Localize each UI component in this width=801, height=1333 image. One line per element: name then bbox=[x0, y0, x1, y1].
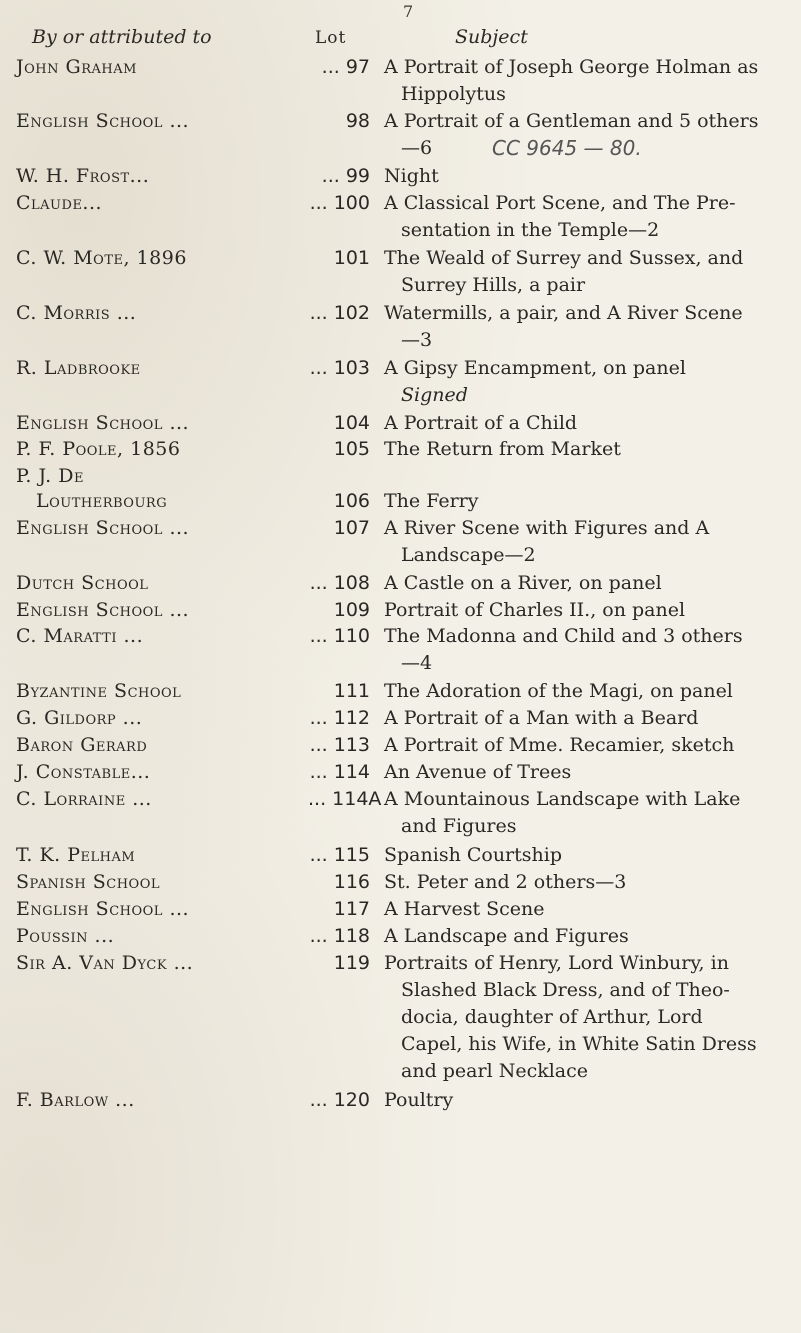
subject: A Portrait of Mme. Recamier, sketch bbox=[384, 734, 735, 756]
artist: Loutherbourg bbox=[36, 490, 168, 512]
subject: A River Scene with Figures and A Landscape—2 bbox=[384, 517, 710, 566]
subject: Poultry bbox=[384, 1089, 454, 1111]
artist: G. Gildorp ... bbox=[16, 707, 143, 729]
handwritten-note: CC 9645 — 80. bbox=[492, 136, 642, 160]
artist: English School ... bbox=[16, 517, 190, 539]
subject: The Madonna and Child and 3 others —4 bbox=[384, 625, 743, 674]
subject: A Portrait of a Man with a Beard bbox=[384, 707, 699, 729]
header-by: By or attributed to bbox=[32, 26, 212, 48]
artist: F. Barlow ... bbox=[16, 1089, 135, 1111]
lot-number: 106 bbox=[333, 490, 370, 512]
subject: The Return from Market bbox=[384, 438, 621, 460]
artist: English School ... bbox=[16, 599, 190, 621]
subject: Portraits of Henry, Lord Winbury, in Slashed Black Dress, and of Theo- docia, daughter of Arthur, Lord Capel, his Wife, in White Satin Dress and pearl Necklace bbox=[384, 952, 757, 1082]
lot-number: ... 100 bbox=[309, 192, 370, 214]
lot-number: ... 103 bbox=[309, 357, 370, 379]
subject: A Gipsy Encampment, on panel Signed bbox=[384, 357, 686, 406]
lot-number: ... 114 bbox=[309, 761, 370, 783]
subject: A Classical Port Scene, and The Pre- sentation in the Temple—2 bbox=[384, 192, 736, 241]
subject: The Adoration of the Magi, on panel bbox=[384, 680, 733, 702]
lot-number: 104 bbox=[333, 412, 370, 434]
artist: P. F. Poole, 1856 bbox=[16, 438, 181, 460]
subject: Watermills, a pair, and A River Scene —3 bbox=[384, 302, 743, 351]
header-lot: Lot bbox=[315, 28, 347, 48]
lot-number: ... 113 bbox=[309, 734, 370, 756]
artist: Dutch School bbox=[16, 572, 149, 594]
subject: An Avenue of Trees bbox=[384, 761, 572, 783]
lot-number: 116 bbox=[333, 871, 370, 893]
artist: Spanish School bbox=[16, 871, 160, 893]
lot-number: 111 bbox=[333, 680, 370, 702]
lot-number: 117 bbox=[333, 898, 370, 920]
artist: J. Constable... bbox=[16, 761, 151, 783]
subject: Night bbox=[384, 165, 439, 187]
lot-number: ... 110 bbox=[309, 625, 370, 647]
artist: Byzantine School bbox=[16, 680, 182, 702]
subject: A Portrait of Joseph George Holman as Hippolytus bbox=[384, 56, 759, 105]
subject: A Harvest Scene bbox=[384, 898, 545, 920]
header-subject: Subject bbox=[455, 26, 528, 48]
artist: C. Lorraine ... bbox=[16, 788, 152, 810]
artist: English School ... bbox=[16, 898, 190, 920]
lot-number: ... 99 bbox=[321, 165, 370, 187]
lot-number: 101 bbox=[333, 247, 370, 269]
subject: Spanish Courtship bbox=[384, 844, 563, 866]
artist: C. W. Mote, 1896 bbox=[16, 247, 187, 269]
lot-number: 98 bbox=[345, 110, 370, 132]
subject: The Weald of Surrey and Sussex, and Surrey Hills, a pair bbox=[384, 247, 744, 296]
artist: English School ... bbox=[16, 412, 190, 434]
page-number: 7 bbox=[403, 2, 414, 21]
lot-number: 109 bbox=[333, 599, 370, 621]
lot-number: ... 115 bbox=[309, 844, 370, 866]
artist: Poussin ... bbox=[16, 925, 115, 947]
lot-number: ... 112 bbox=[309, 707, 370, 729]
artist: C. Maratti ... bbox=[16, 625, 144, 647]
subject: A Portrait of a Gentleman and 5 others —6 bbox=[384, 110, 759, 159]
artist: John Graham bbox=[16, 56, 137, 78]
artist: R. Ladbrooke bbox=[16, 357, 141, 379]
artist: Sir A. Van Dyck ... bbox=[16, 952, 194, 974]
artist: T. K. Pelham bbox=[16, 844, 136, 866]
artist: Baron Gerard bbox=[16, 734, 148, 756]
lot-number: ... 120 bbox=[309, 1089, 370, 1111]
lot-number: 105 bbox=[333, 438, 370, 460]
lot-number: ... 118 bbox=[309, 925, 370, 947]
artist: C. Morris ... bbox=[16, 302, 137, 324]
subject: St. Peter and 2 others—3 bbox=[384, 871, 627, 893]
subject: The Ferry bbox=[384, 490, 479, 512]
lot-number: 107 bbox=[333, 517, 370, 539]
artist: P. J. De bbox=[16, 465, 84, 487]
subject: Portrait of Charles II., on panel bbox=[384, 599, 686, 621]
artist: Claude... bbox=[16, 192, 103, 214]
lot-number: ... 102 bbox=[309, 302, 370, 324]
artist: English School ... bbox=[16, 110, 190, 132]
subject: A Castle on a River, on panel bbox=[384, 572, 662, 594]
lot-number: ... 97 bbox=[321, 56, 370, 78]
lot-number: ... 108 bbox=[309, 572, 370, 594]
subject: A Portrait of a Child bbox=[384, 412, 578, 434]
lot-number: ... 114A bbox=[308, 788, 382, 810]
artist: W. H. Frost... bbox=[16, 165, 150, 187]
subject: A Landscape and Figures bbox=[384, 925, 629, 947]
subject: A Mountainous Landscape with Lake and Figures bbox=[384, 788, 741, 837]
lot-number: 119 bbox=[333, 952, 370, 974]
column-headers bbox=[0, 26, 801, 56]
